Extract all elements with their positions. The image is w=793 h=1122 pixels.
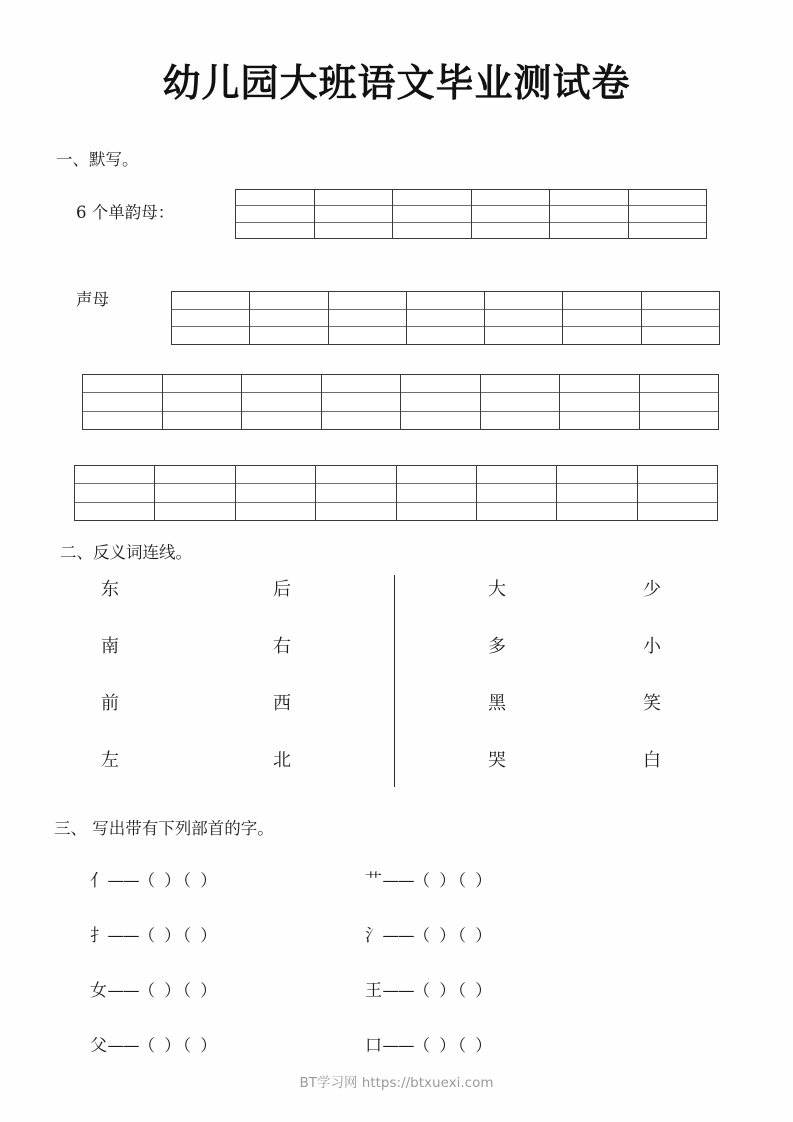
pinyin-line (236, 466, 315, 484)
pinyin-line (163, 375, 242, 393)
antonym-word[interactable]: 黑 (488, 693, 506, 714)
radical-row (0, 921, 793, 976)
pinyin-line (316, 466, 395, 484)
single-vowels-label: 6 个单韵母： (76, 203, 175, 222)
radical-dash: —— (382, 1036, 414, 1055)
antonym-word[interactable]: 左 (101, 750, 119, 771)
radical-character: 父 (90, 1036, 108, 1056)
pinyin-line (242, 375, 321, 393)
pinyin-line (629, 190, 707, 206)
pinyin-line (629, 206, 707, 222)
pinyin-cell[interactable] (642, 292, 720, 344)
pinyin-line (477, 484, 556, 502)
pinyin-cell[interactable] (629, 190, 708, 238)
radical-dash: —— (107, 1036, 139, 1055)
pinyin-line (481, 375, 560, 393)
radical-character: 氵 (365, 926, 383, 946)
pinyin-cell[interactable] (477, 466, 557, 520)
pinyin-cell[interactable] (397, 466, 477, 520)
pinyin-cell[interactable] (329, 292, 407, 344)
pinyin-line (236, 484, 315, 502)
pinyin-line (642, 292, 719, 310)
antonym-word[interactable]: 右 (273, 636, 291, 657)
pinyin-line (401, 375, 480, 393)
radical-item[interactable] (365, 976, 494, 1001)
pinyin-line (250, 327, 327, 344)
radical-answer-blanks[interactable]: （ ）（ ） (138, 871, 219, 890)
pinyin-line (236, 206, 314, 222)
pinyin-line (322, 412, 401, 429)
pinyin-line (485, 292, 562, 310)
pinyin-cell[interactable] (638, 466, 718, 520)
pinyin-line (472, 190, 550, 206)
antonym-column-a (90, 575, 130, 803)
pinyin-line (640, 412, 719, 429)
pinyin-line (163, 412, 242, 429)
antonym-word[interactable]: 大 (488, 579, 506, 600)
pinyin-line (155, 484, 234, 502)
pinyin-cell[interactable] (236, 466, 316, 520)
pinyin-line (397, 466, 476, 484)
antonym-column-c (477, 575, 517, 803)
pinyin-line (397, 484, 476, 502)
pinyin-cell[interactable] (563, 292, 641, 344)
radical-row (0, 866, 793, 921)
pinyin-line (75, 484, 154, 502)
pinyin-cell[interactable] (550, 190, 629, 238)
initials-label: 声母 (76, 290, 109, 309)
pinyin-line (322, 393, 401, 411)
pinyin-line (397, 503, 476, 520)
radical-dash: —— (107, 871, 139, 890)
antonym-word[interactable]: 白 (643, 750, 661, 771)
pinyin-line (560, 393, 639, 411)
radical-answer-blanks[interactable]: （ ）（ ） (413, 1036, 494, 1055)
antonym-word[interactable]: 后 (273, 579, 291, 600)
pinyin-cell[interactable] (640, 375, 720, 429)
antonym-word[interactable]: 北 (273, 750, 291, 771)
radical-character: 女 (90, 981, 108, 1001)
pinyin-line (172, 292, 249, 310)
pinyin-line (563, 292, 640, 310)
radical-dash: —— (382, 981, 414, 1000)
pinyin-line (242, 393, 321, 411)
group-divider-line (394, 575, 395, 787)
footer-watermark: BT学习网 https://btxuexi.com (299, 1075, 494, 1091)
pinyin-cell[interactable] (557, 466, 637, 520)
pinyin-cell[interactable] (322, 375, 402, 429)
radical-answer-blanks[interactable]: （ ）（ ） (138, 1036, 219, 1055)
pinyin-line (75, 466, 154, 484)
section-one-heading: 一、默写。 (56, 150, 139, 169)
pinyin-cell[interactable] (83, 375, 163, 429)
pinyin-line (393, 206, 471, 222)
pinyin-line (407, 310, 484, 328)
antonym-word[interactable]: 前 (101, 693, 119, 714)
pinyin-line (485, 327, 562, 344)
pinyin-line (250, 292, 327, 310)
pinyin-line (242, 412, 321, 429)
pinyin-line (640, 375, 719, 393)
pinyin-cell[interactable] (172, 292, 250, 344)
page-title: 幼儿园大班语文毕业测试卷 (162, 60, 631, 105)
initials-grid-1[interactable] (171, 291, 720, 345)
pinyin-line (329, 310, 406, 328)
pinyin-line (557, 466, 636, 484)
radical-dash: —— (107, 926, 139, 945)
pinyin-line (83, 393, 162, 411)
pinyin-line (329, 292, 406, 310)
antonym-word[interactable]: 西 (273, 693, 291, 714)
pinyin-cell[interactable] (236, 190, 315, 238)
pinyin-line (315, 206, 393, 222)
radical-item[interactable] (365, 1031, 494, 1056)
pinyin-line (236, 190, 314, 206)
radical-character: 口 (365, 1036, 383, 1056)
radical-character: 亻 (90, 871, 108, 891)
pinyin-line (477, 503, 556, 520)
radical-item[interactable] (90, 866, 219, 891)
pinyin-cell[interactable] (250, 292, 328, 344)
pinyin-line (236, 223, 314, 238)
pinyin-line (393, 223, 471, 238)
pinyin-line (472, 223, 550, 238)
pinyin-line (236, 503, 315, 520)
pinyin-line (481, 412, 560, 429)
pinyin-cell[interactable] (560, 375, 640, 429)
pinyin-line (642, 310, 719, 328)
pinyin-cell[interactable] (155, 466, 235, 520)
pinyin-line (172, 310, 249, 328)
pinyin-cell[interactable] (75, 466, 155, 520)
antonym-word[interactable]: 小 (643, 636, 661, 657)
radical-item[interactable] (90, 921, 219, 946)
pinyin-line (563, 327, 640, 344)
pinyin-cell[interactable] (407, 292, 485, 344)
antonym-word[interactable]: 东 (101, 579, 119, 600)
pinyin-line (481, 393, 560, 411)
pinyin-line (638, 484, 717, 502)
pinyin-line (407, 327, 484, 344)
pinyin-line (557, 503, 636, 520)
pinyin-line (172, 327, 249, 344)
pinyin-cell[interactable] (393, 190, 472, 238)
pinyin-line (560, 412, 639, 429)
antonym-word[interactable]: 哭 (488, 750, 506, 771)
pinyin-line (550, 206, 628, 222)
pinyin-cell[interactable] (401, 375, 481, 429)
pinyin-line (83, 375, 162, 393)
radical-item[interactable] (90, 1031, 219, 1056)
radical-character: 扌 (90, 926, 108, 946)
pinyin-line (642, 327, 719, 344)
pinyin-cell[interactable] (472, 190, 551, 238)
antonym-word[interactable]: 笑 (643, 693, 661, 714)
pinyin-line (155, 503, 234, 520)
pinyin-line (629, 223, 707, 238)
pinyin-line (550, 190, 628, 206)
pinyin-line (163, 393, 242, 411)
pinyin-line (560, 375, 639, 393)
pinyin-line (316, 484, 395, 502)
pinyin-line (315, 223, 393, 238)
pinyin-line (477, 466, 556, 484)
pinyin-line (401, 393, 480, 411)
radical-dash: —— (382, 926, 414, 945)
radical-dash: —— (382, 871, 414, 890)
radical-answer-blanks[interactable]: （ ）（ ） (138, 926, 219, 945)
single-vowels-grid[interactable] (235, 189, 707, 239)
antonym-word[interactable]: 多 (488, 636, 506, 657)
radical-answer-blanks[interactable]: （ ）（ ） (138, 981, 219, 1000)
pinyin-cell[interactable] (481, 375, 561, 429)
pinyin-line (322, 375, 401, 393)
pinyin-cell[interactable] (316, 466, 396, 520)
pinyin-cell[interactable] (485, 292, 563, 344)
pinyin-line (329, 327, 406, 344)
pinyin-line (407, 292, 484, 310)
pinyin-line (557, 484, 636, 502)
antonym-column-b (262, 575, 302, 803)
pinyin-cell[interactable] (315, 190, 394, 238)
pinyin-line (485, 310, 562, 328)
radical-row (0, 976, 793, 1031)
pinyin-line (83, 412, 162, 429)
radical-item[interactable] (90, 976, 219, 1001)
initials-grid-2[interactable] (82, 374, 719, 430)
pinyin-cell[interactable] (242, 375, 322, 429)
pinyin-line (638, 466, 717, 484)
radical-exercise-area (0, 866, 793, 1086)
pinyin-cell[interactable] (163, 375, 243, 429)
radical-character: 艹 (365, 871, 383, 891)
pinyin-line (75, 503, 154, 520)
pinyin-line (316, 503, 395, 520)
pinyin-line (401, 412, 480, 429)
pinyin-line (250, 310, 327, 328)
initials-grid-3[interactable] (74, 465, 718, 521)
antonym-column-d (632, 575, 672, 803)
pinyin-line (155, 466, 234, 484)
radical-dash: —— (107, 981, 139, 1000)
radical-item[interactable] (365, 921, 494, 946)
antonym-word[interactable]: 南 (101, 636, 119, 657)
section-two-heading: 二、反义词连线。 (60, 543, 192, 562)
antonym-word[interactable]: 少 (643, 579, 661, 600)
pinyin-line (638, 503, 717, 520)
pinyin-line (472, 206, 550, 222)
radical-character: 王 (365, 981, 383, 1001)
pinyin-line (550, 223, 628, 238)
radical-answer-blanks[interactable]: （ ）（ ） (413, 871, 494, 890)
radical-item[interactable] (365, 866, 494, 891)
section-three-heading: 三、 写出带有下列部首的字。 (54, 819, 274, 838)
pinyin-line (315, 190, 393, 206)
pinyin-line (640, 393, 719, 411)
radical-answer-blanks[interactable]: （ ）（ ） (413, 981, 494, 1000)
antonym-matching-area (0, 575, 793, 790)
pinyin-line (563, 310, 640, 328)
radical-answer-blanks[interactable]: （ ）（ ） (413, 926, 494, 945)
pinyin-line (393, 190, 471, 206)
